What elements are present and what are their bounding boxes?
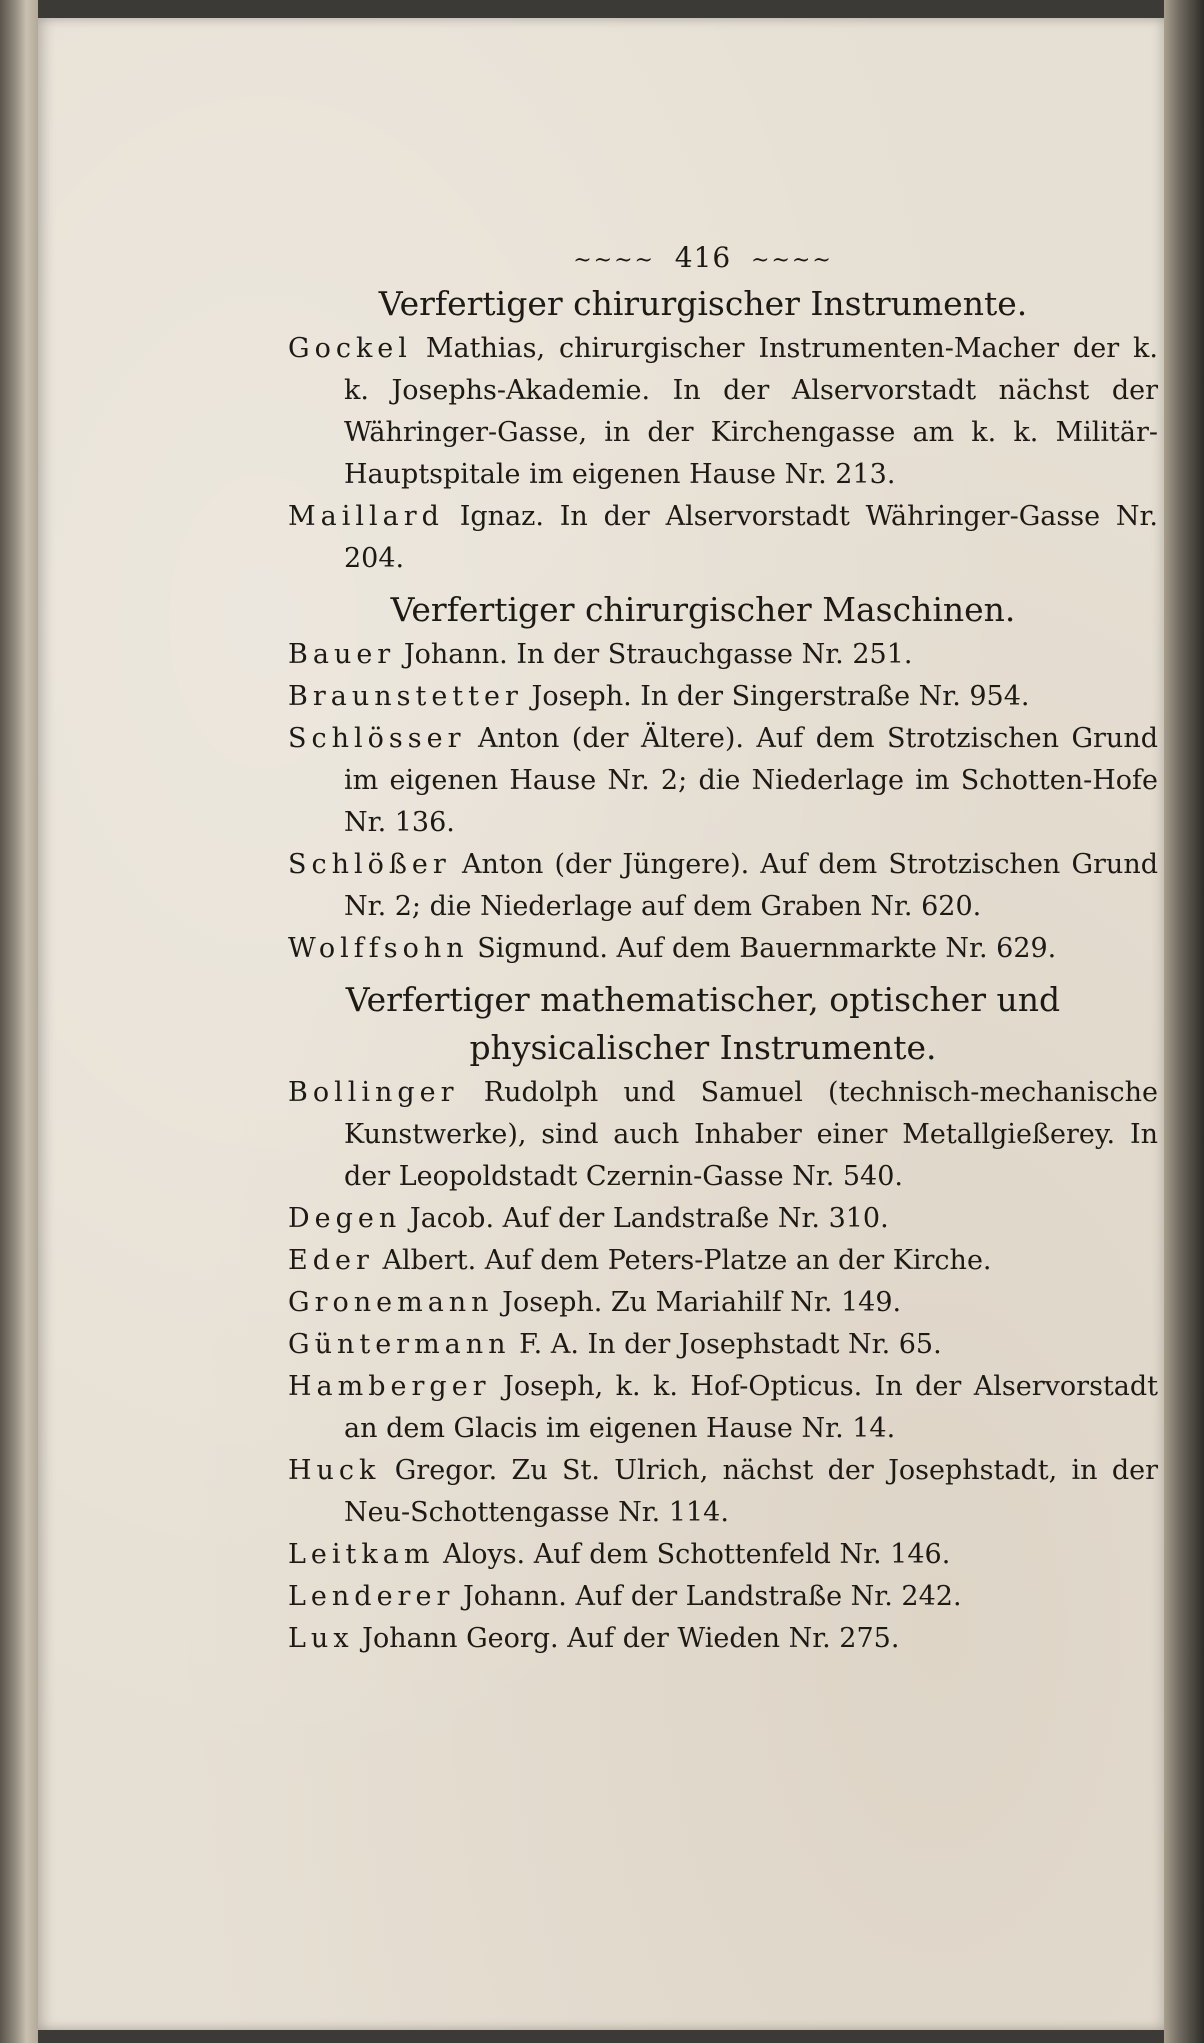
list-item: [288, 844, 1158, 928]
entry-name: Gockel: [288, 333, 412, 364]
entry-name: Wolffsohn: [288, 933, 469, 964]
page-text: [288, 236, 1158, 1660]
list-item: [288, 634, 1158, 676]
list-item: [288, 328, 1158, 496]
entry-name: Schlösser: [288, 723, 466, 754]
entry-text: Johann Georg. Auf der Wieden Nr. 275.: [362, 1623, 900, 1654]
book-page: [38, 18, 1164, 2030]
list-item: [288, 928, 1158, 970]
entry-name: Lux: [288, 1623, 354, 1654]
book-edge-right: [1164, 0, 1204, 2043]
section-title: Verfertiger mathematischer, optischer und physicalischer Instrumente.: [345, 980, 1061, 1067]
entry-name: Bauer: [288, 639, 396, 670]
section-title: Verfertiger chirurgischer Maschinen.: [390, 590, 1016, 629]
entry-text: Joseph. Zu Mariahilf Nr. 149.: [502, 1287, 902, 1318]
header-ornament-right: ~~~~: [751, 248, 833, 273]
entry-name: Leitkam: [288, 1539, 435, 1570]
entry-text: Anton (der Jüngere). Auf dem Strotzischen Grund Nr. 2; die Niederlage auf dem Graben Nr. 620.: [344, 849, 1158, 922]
list-item: [288, 1366, 1158, 1450]
entry-name: Maillard: [288, 501, 444, 532]
entry-text: Jacob. Auf der Landstraße Nr. 310.: [409, 1203, 889, 1234]
entry-text: Gregor. Zu St. Ulrich, nächst der Josephstadt, in der Neu-Schottengasse Nr. 114.: [344, 1455, 1158, 1528]
list-item: [288, 496, 1158, 580]
entry-text: Sigmund. Auf dem Bauernmarkte Nr. 629.: [477, 933, 1057, 964]
entry-text: Albert. Auf dem Peters-Platze an der Kirche.: [382, 1245, 992, 1276]
list-item: [288, 676, 1158, 718]
list-item: [288, 1240, 1158, 1282]
list-item: [288, 1198, 1158, 1240]
entry-name: Lenderer: [288, 1581, 455, 1612]
entry-text: Mathias, chirurgischer Instrumenten-Macher der k. k. Josephs-Akademie. In der Alservorstadt nächst der Währinger-Gasse, in der Kirchengasse am k. k. Militär-Hauptspitale im eigenen Hause Nr. 213.: [344, 333, 1159, 490]
page-number: 416: [674, 241, 732, 274]
list-item: [288, 1618, 1158, 1660]
book-edge-left: [0, 0, 38, 2043]
list-item: [288, 1534, 1158, 1576]
entry-name: Braunstetter: [288, 681, 523, 712]
entry-text: Joseph, k. k. Hof-Opticus. In der Alservorstadt an dem Glacis im eigenen Hause Nr. 14.: [344, 1371, 1159, 1444]
entry-name: Schlößer: [288, 849, 451, 880]
entry-text: Johann. Auf der Landstraße Nr. 242.: [462, 1581, 962, 1612]
entry-text: Johann. In der Strauchgasse Nr. 251.: [403, 639, 913, 670]
entry-text: Ignaz. In der Alservorstadt Währinger-Gasse Nr. 204.: [344, 501, 1158, 574]
entry-text: F. A. In der Josephstadt Nr. 65.: [519, 1329, 942, 1360]
entry-text: Joseph. In der Singerstraße Nr. 954.: [531, 681, 1030, 712]
entry-text: Aloys. Auf dem Schottenfeld Nr. 146.: [443, 1539, 951, 1570]
entry-name: Huck: [288, 1455, 381, 1486]
header-ornament-left: ~~~~: [573, 248, 655, 273]
list-item: [288, 1450, 1158, 1534]
entry-name: Hamberger: [288, 1371, 491, 1402]
list-item: [288, 1576, 1158, 1618]
entry-name: Eder: [288, 1245, 374, 1276]
entry-name: Bollinger: [288, 1077, 459, 1108]
section-title: Verfertiger chirurgischer Instrumente.: [378, 284, 1028, 323]
entry-text: Rudolph und Samuel (technisch-mechanische Kunstwerke), sind auch Inhaber einer Metallgießerey. In der Leopoldstadt Czernin-Gasse Nr. 540.: [344, 1077, 1158, 1192]
entry-name: Gronemann: [288, 1287, 494, 1318]
list-item: [288, 1072, 1158, 1198]
entry-name: Degen: [288, 1203, 402, 1234]
entry-text: Anton (der Ältere). Auf dem Strotzischen Grund im eigenen Hause Nr. 2; die Niederlage im Schotten-Hofe Nr. 136.: [344, 723, 1158, 838]
list-item: [288, 718, 1158, 844]
entry-name: Güntermann: [288, 1329, 511, 1360]
page-header: [248, 236, 1158, 280]
list-item: [288, 1282, 1158, 1324]
list-item: [288, 1324, 1158, 1366]
